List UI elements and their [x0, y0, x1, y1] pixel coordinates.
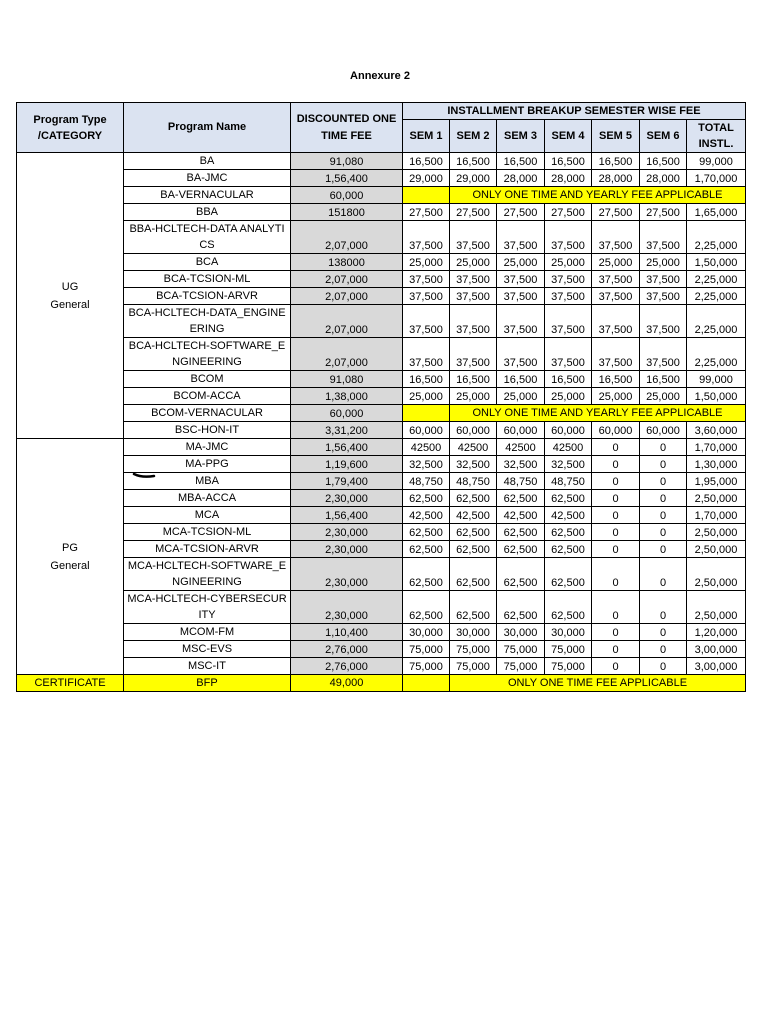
sem-fee-cell: 60,000	[592, 422, 640, 439]
total-installment-cell: 2,25,000	[687, 271, 746, 288]
sem-fee-cell: 42,500	[545, 507, 592, 524]
sem-fee-cell: 62,500	[545, 490, 592, 507]
sem-fee-cell: 62,500	[497, 524, 545, 541]
sem-fee-cell: 0	[592, 591, 640, 624]
sem-fee-cell: 75,000	[497, 641, 545, 658]
sem-fee-cell: 42,500	[403, 507, 450, 524]
sem-fee-cell: 0	[640, 624, 687, 641]
table-row	[17, 371, 746, 388]
discounted-fee-cell: 2,07,000	[291, 221, 403, 254]
discounted-fee-cell: 1,56,400	[291, 507, 403, 524]
sem-fee-cell: 62,500	[450, 558, 497, 591]
sem-fee-cell: 16,500	[640, 371, 687, 388]
sem-fee-cell: 25,000	[640, 388, 687, 405]
sem-fee-cell: 75,000	[545, 641, 592, 658]
program-name-cell: BA-VERNACULAR	[124, 187, 291, 204]
sem-fee-cell: 28,000	[592, 170, 640, 187]
sem-fee-cell: 37,500	[640, 305, 687, 338]
discounted-fee-cell: 2,30,000	[291, 490, 403, 507]
sem-fee-cell: 60,000	[640, 422, 687, 439]
sem-fee-cell: 42,500	[450, 507, 497, 524]
sem-fee-cell: 16,500	[403, 371, 450, 388]
sem-fee-cell: 48,750	[450, 473, 497, 490]
program-name-cell: BCA	[124, 254, 291, 271]
sem-fee-cell: 37,500	[640, 221, 687, 254]
total-installment-cell: 1,65,000	[687, 204, 746, 221]
sem-fee-cell: 16,500	[450, 371, 497, 388]
fee-table-body	[17, 153, 746, 692]
total-installment-cell: 1,50,000	[687, 388, 746, 405]
table-row	[17, 624, 746, 641]
program-name-cell: BCA-HCLTECH-SOFTWARE_ENGINEERING	[124, 338, 291, 371]
total-installment-cell: 2,25,000	[687, 338, 746, 371]
sem-fee-cell: 0	[640, 524, 687, 541]
discounted-fee-cell: 2,07,000	[291, 338, 403, 371]
program-name-cell: MCA-HCLTECH-SOFTWARE_ENGINEERING	[124, 558, 291, 591]
table-row	[17, 591, 746, 624]
table-row	[17, 153, 746, 170]
sem-fee-cell: 32,500	[545, 456, 592, 473]
sem-fee-cell: 0	[592, 456, 640, 473]
header-sem-2: SEM 2	[450, 120, 497, 153]
program-name-cell: MCA-HCLTECH-CYBERSECURITY	[124, 591, 291, 624]
discounted-fee-cell: 91,080	[291, 371, 403, 388]
total-installment-cell: 1,30,000	[687, 456, 746, 473]
sem-fee-cell: 37,500	[403, 221, 450, 254]
sem-fee-cell: 16,500	[592, 371, 640, 388]
sem-fee-cell: 75,000	[403, 658, 450, 675]
discounted-fee-cell: 138000	[291, 254, 403, 271]
sem-fee-cell: 62,500	[545, 541, 592, 558]
sem-fee-cell: 37,500	[592, 271, 640, 288]
discounted-fee-cell: 91,080	[291, 153, 403, 170]
sem-fee-cell: 30,000	[545, 624, 592, 641]
sem-fee-cell: 75,000	[497, 658, 545, 675]
sem-fee-cell: 27,500	[403, 204, 450, 221]
sem-fee-cell: 0	[592, 507, 640, 524]
sem-fee-cell: 75,000	[450, 658, 497, 675]
discounted-fee-cell: 151800	[291, 204, 403, 221]
program-name-cell: MSC-IT	[124, 658, 291, 675]
header-sem-3: SEM 3	[497, 120, 545, 153]
table-row	[17, 456, 746, 473]
sem-fee-cell: 48,750	[545, 473, 592, 490]
sem-fee-cell: 0	[640, 507, 687, 524]
sem-fee-cell: 32,500	[497, 456, 545, 473]
sem-fee-cell: 37,500	[497, 221, 545, 254]
total-installment-cell: 3,00,000	[687, 641, 746, 658]
discounted-fee-cell: 60,000	[291, 187, 403, 204]
sem-fee-cell: 62,500	[403, 541, 450, 558]
program-name-cell: BSC-HON-IT	[124, 422, 291, 439]
sem-fee-cell: 28,000	[497, 170, 545, 187]
sem-fee-cell: 27,500	[592, 204, 640, 221]
sem-fee-cell: 37,500	[545, 338, 592, 371]
discounted-fee-cell: 2,30,000	[291, 524, 403, 541]
discounted-fee-cell: 2,76,000	[291, 658, 403, 675]
discounted-fee-cell: 2,07,000	[291, 305, 403, 338]
sem-fee-cell: 37,500	[592, 338, 640, 371]
sem-fee-cell: 62,500	[450, 490, 497, 507]
sem-fee-cell: 75,000	[450, 641, 497, 658]
program-name-cell: BCOM	[124, 371, 291, 388]
discounted-fee-cell: 2,07,000	[291, 288, 403, 305]
header-sem-6: SEM 6	[640, 120, 687, 153]
sem-fee-cell: 25,000	[403, 254, 450, 271]
discounted-fee-cell: 49,000	[291, 675, 403, 692]
sem-fee-cell: 42,500	[497, 507, 545, 524]
total-installment-cell: 1,70,000	[687, 507, 746, 524]
sem-fee-cell: 16,500	[592, 153, 640, 170]
sem-fee-cell: 37,500	[497, 288, 545, 305]
header-total-installment: TOTAL INSTL.	[687, 120, 746, 153]
sem-fee-cell: 16,500	[403, 153, 450, 170]
total-installment-cell: 3,60,000	[687, 422, 746, 439]
sem-fee-cell: 62,500	[497, 591, 545, 624]
sem-fee-cell: 37,500	[403, 271, 450, 288]
program-name-cell: BCOM-ACCA	[124, 388, 291, 405]
discounted-fee-cell: 1,19,600	[291, 456, 403, 473]
program-name-cell: BBA-HCLTECH-DATA ANALYTICS	[124, 221, 291, 254]
sem-fee-cell: 27,500	[497, 204, 545, 221]
sem-fee-cell: 62,500	[497, 490, 545, 507]
program-name-cell: MCA-TCSION-ARVR	[124, 541, 291, 558]
sem-fee-cell: 25,000	[450, 388, 497, 405]
table-row	[17, 641, 746, 658]
sem-fee-cell: 25,000	[497, 388, 545, 405]
sem-fee-cell: 16,500	[640, 153, 687, 170]
sem-fee-cell: 62,500	[497, 541, 545, 558]
sem-fee-cell: 16,500	[450, 153, 497, 170]
header-discounted-fee: DISCOUNTED ONE TIME FEE	[291, 103, 403, 153]
sem-fee-cell: 0	[640, 541, 687, 558]
sem-fee-cell: 62,500	[450, 524, 497, 541]
total-installment-cell: 1,95,000	[687, 473, 746, 490]
sem-fee-cell: 25,000	[592, 254, 640, 271]
total-installment-cell: 2,25,000	[687, 288, 746, 305]
fee-table	[16, 102, 746, 692]
fee-notice-cell: ONLY ONE TIME AND YEARLY FEE APPLICABLE	[450, 187, 746, 204]
sem-fee-cell: 25,000	[403, 388, 450, 405]
sem-fee-cell: 0	[640, 456, 687, 473]
table-row	[17, 305, 746, 338]
sem-fee-cell: 62,500	[450, 541, 497, 558]
sem-fee-cell: 0	[640, 473, 687, 490]
program-name-cell: BCA-TCSION-ML	[124, 271, 291, 288]
sem-fee-cell: 37,500	[592, 305, 640, 338]
sem-fee-cell: 16,500	[545, 153, 592, 170]
table-row	[17, 658, 746, 675]
fee-notice-cell: ONLY ONE TIME FEE APPLICABLE	[450, 675, 746, 692]
table-row	[17, 524, 746, 541]
sem-fee-cell: 0	[592, 624, 640, 641]
total-installment-cell: 2,25,000	[687, 305, 746, 338]
sem-fee-cell: 0	[640, 490, 687, 507]
discounted-fee-cell: 1,56,400	[291, 439, 403, 456]
program-name-cell: MCA-TCSION-ML	[124, 524, 291, 541]
sem-fee-cell: 37,500	[403, 288, 450, 305]
sem-fee-cell: 25,000	[545, 254, 592, 271]
sem-fee-cell: 37,500	[545, 271, 592, 288]
sem-fee-cell: 42500	[403, 439, 450, 456]
total-installment-cell: 1,20,000	[687, 624, 746, 641]
total-installment-cell: 1,50,000	[687, 254, 746, 271]
program-name-cell: BFP	[124, 675, 291, 692]
table-row	[17, 439, 746, 456]
table-row	[17, 170, 746, 187]
sem-fee-cell: 62,500	[403, 591, 450, 624]
sem-fee-cell: 25,000	[450, 254, 497, 271]
table-row	[17, 288, 746, 305]
total-installment-cell: 1,70,000	[687, 439, 746, 456]
total-installment-cell: 99,000	[687, 371, 746, 388]
sem-fee-cell: 0	[592, 524, 640, 541]
sem-fee-cell: 0	[592, 641, 640, 658]
sem-fee-cell: 60,000	[403, 422, 450, 439]
total-installment-cell: 1,70,000	[687, 170, 746, 187]
table-row	[17, 338, 746, 371]
sem-fee-cell: 37,500	[450, 338, 497, 371]
sem-fee-cell: 28,000	[640, 170, 687, 187]
sem-fee-cell: 60,000	[545, 422, 592, 439]
total-installment-cell: 2,50,000	[687, 524, 746, 541]
program-name-cell: MA-PPG	[124, 456, 291, 473]
sem-fee-cell: 60,000	[497, 422, 545, 439]
program-name-cell: MBA	[124, 473, 291, 490]
sem-fee-cell: 37,500	[450, 288, 497, 305]
document-title: Annexure 2	[350, 70, 410, 82]
header-sem-5: SEM 5	[592, 120, 640, 153]
sem-fee-cell: 37,500	[497, 338, 545, 371]
total-installment-cell: 2,50,000	[687, 591, 746, 624]
discounted-fee-cell: 60,000	[291, 405, 403, 422]
sem-fee-cell: 32,500	[450, 456, 497, 473]
discounted-fee-cell: 1,56,400	[291, 170, 403, 187]
sem-fee-cell: 0	[592, 439, 640, 456]
sem-fee-cell: 0	[592, 473, 640, 490]
discounted-fee-cell: 1,38,000	[291, 388, 403, 405]
table-row	[17, 490, 746, 507]
blank-cell	[403, 187, 450, 204]
discounted-fee-cell: 1,79,400	[291, 473, 403, 490]
program-name-cell: BCA-HCLTECH-DATA_ENGINEERING	[124, 305, 291, 338]
sem-fee-cell: 62,500	[403, 490, 450, 507]
table-row	[17, 254, 746, 271]
sem-fee-cell: 16,500	[497, 153, 545, 170]
sem-fee-cell: 48,750	[403, 473, 450, 490]
sem-fee-cell: 62,500	[545, 558, 592, 591]
blank-cell	[403, 675, 450, 692]
sem-fee-cell: 42500	[545, 439, 592, 456]
discounted-fee-cell: 2,30,000	[291, 591, 403, 624]
certificate-row	[17, 675, 746, 692]
discounted-fee-cell: 2,30,000	[291, 541, 403, 558]
sem-fee-cell: 29,000	[403, 170, 450, 187]
header-program-name: Program Name	[124, 103, 291, 153]
category-cell: UG General	[17, 153, 124, 439]
blank-cell	[403, 405, 450, 422]
table-row	[17, 422, 746, 439]
table-row	[17, 558, 746, 591]
sem-fee-cell: 25,000	[545, 388, 592, 405]
total-installment-cell: 2,50,000	[687, 490, 746, 507]
sem-fee-cell: 16,500	[497, 371, 545, 388]
total-installment-cell: 99,000	[687, 153, 746, 170]
sem-fee-cell: 48,750	[497, 473, 545, 490]
table-row	[17, 204, 746, 221]
table-row	[17, 405, 746, 422]
sem-fee-cell: 37,500	[403, 305, 450, 338]
sem-fee-cell: 29,000	[450, 170, 497, 187]
program-name-cell: BCOM-VERNACULAR	[124, 405, 291, 422]
sem-fee-cell: 62,500	[497, 558, 545, 591]
sem-fee-cell: 32,500	[403, 456, 450, 473]
header-category: Program Type /CATEGORY	[17, 103, 124, 153]
sem-fee-cell: 0	[592, 658, 640, 675]
discounted-fee-cell: 2,76,000	[291, 641, 403, 658]
program-name-cell: BA-JMC	[124, 170, 291, 187]
sem-fee-cell: 37,500	[545, 288, 592, 305]
program-name-cell: MBA-ACCA	[124, 490, 291, 507]
discounted-fee-cell: 3,31,200	[291, 422, 403, 439]
sem-fee-cell: 27,500	[545, 204, 592, 221]
category-cell: CERTIFICATE	[17, 675, 124, 692]
sem-fee-cell: 30,000	[450, 624, 497, 641]
total-installment-cell: 2,50,000	[687, 558, 746, 591]
sem-fee-cell: 25,000	[592, 388, 640, 405]
sem-fee-cell: 62,500	[545, 591, 592, 624]
sem-fee-cell: 0	[592, 558, 640, 591]
discounted-fee-cell: 1,10,400	[291, 624, 403, 641]
total-installment-cell: 2,25,000	[687, 221, 746, 254]
sem-fee-cell: 0	[640, 641, 687, 658]
sem-fee-cell: 62,500	[403, 558, 450, 591]
sem-fee-cell: 0	[592, 541, 640, 558]
sem-fee-cell: 62,500	[450, 591, 497, 624]
sem-fee-cell: 0	[640, 558, 687, 591]
sem-fee-cell: 27,500	[450, 204, 497, 221]
program-name-cell: MSC-EVS	[124, 641, 291, 658]
category-cell: PG General	[17, 439, 124, 675]
sem-fee-cell: 28,000	[545, 170, 592, 187]
sem-fee-cell: 27,500	[640, 204, 687, 221]
sem-fee-cell: 0	[640, 591, 687, 624]
table-row	[17, 271, 746, 288]
sem-fee-cell: 37,500	[403, 338, 450, 371]
sem-fee-cell: 60,000	[450, 422, 497, 439]
sem-fee-cell: 25,000	[497, 254, 545, 271]
sem-fee-cell: 62,500	[545, 524, 592, 541]
sem-fee-cell: 75,000	[545, 658, 592, 675]
sem-fee-cell: 42500	[497, 439, 545, 456]
sem-fee-cell: 42500	[450, 439, 497, 456]
sem-fee-cell: 0	[640, 658, 687, 675]
sem-fee-cell: 37,500	[640, 271, 687, 288]
header-installment-breakup: INSTALLMENT BREAKUP SEMESTER WISE FEE	[403, 103, 746, 120]
sem-fee-cell: 37,500	[450, 271, 497, 288]
sem-fee-cell: 37,500	[450, 221, 497, 254]
discounted-fee-cell: 2,30,000	[291, 558, 403, 591]
table-row	[17, 187, 746, 204]
program-name-cell: BCA-TCSION-ARVR	[124, 288, 291, 305]
program-name-cell: BA	[124, 153, 291, 170]
sem-fee-cell: 16,500	[545, 371, 592, 388]
program-name-cell: MCA	[124, 507, 291, 524]
sem-fee-cell: 37,500	[497, 271, 545, 288]
sem-fee-cell: 30,000	[403, 624, 450, 641]
sem-fee-cell: 0	[592, 490, 640, 507]
sem-fee-cell: 37,500	[640, 288, 687, 305]
table-row	[17, 388, 746, 405]
sem-fee-cell: 37,500	[592, 221, 640, 254]
sem-fee-cell: 37,500	[497, 305, 545, 338]
discounted-fee-cell: 2,07,000	[291, 271, 403, 288]
total-installment-cell: 3,00,000	[687, 658, 746, 675]
table-row	[17, 221, 746, 254]
sem-fee-cell: 75,000	[403, 641, 450, 658]
sem-fee-cell: 62,500	[403, 524, 450, 541]
sem-fee-cell: 37,500	[545, 305, 592, 338]
table-row	[17, 507, 746, 524]
sem-fee-cell: 37,500	[640, 338, 687, 371]
total-installment-cell: 2,50,000	[687, 541, 746, 558]
table-row	[17, 541, 746, 558]
program-name-cell: BBA	[124, 204, 291, 221]
program-name-cell: MCOM-FM	[124, 624, 291, 641]
program-name-cell: MA-JMC	[124, 439, 291, 456]
header-sem-4: SEM 4	[545, 120, 592, 153]
table-row	[17, 473, 746, 490]
sem-fee-cell: 25,000	[640, 254, 687, 271]
sem-fee-cell: 37,500	[545, 221, 592, 254]
sem-fee-cell: 37,500	[592, 288, 640, 305]
sem-fee-cell: 30,000	[497, 624, 545, 641]
sem-fee-cell: 0	[640, 439, 687, 456]
fee-notice-cell: ONLY ONE TIME AND YEARLY FEE APPLICABLE	[450, 405, 746, 422]
sem-fee-cell: 37,500	[450, 305, 497, 338]
header-sem-1: SEM 1	[403, 120, 450, 153]
